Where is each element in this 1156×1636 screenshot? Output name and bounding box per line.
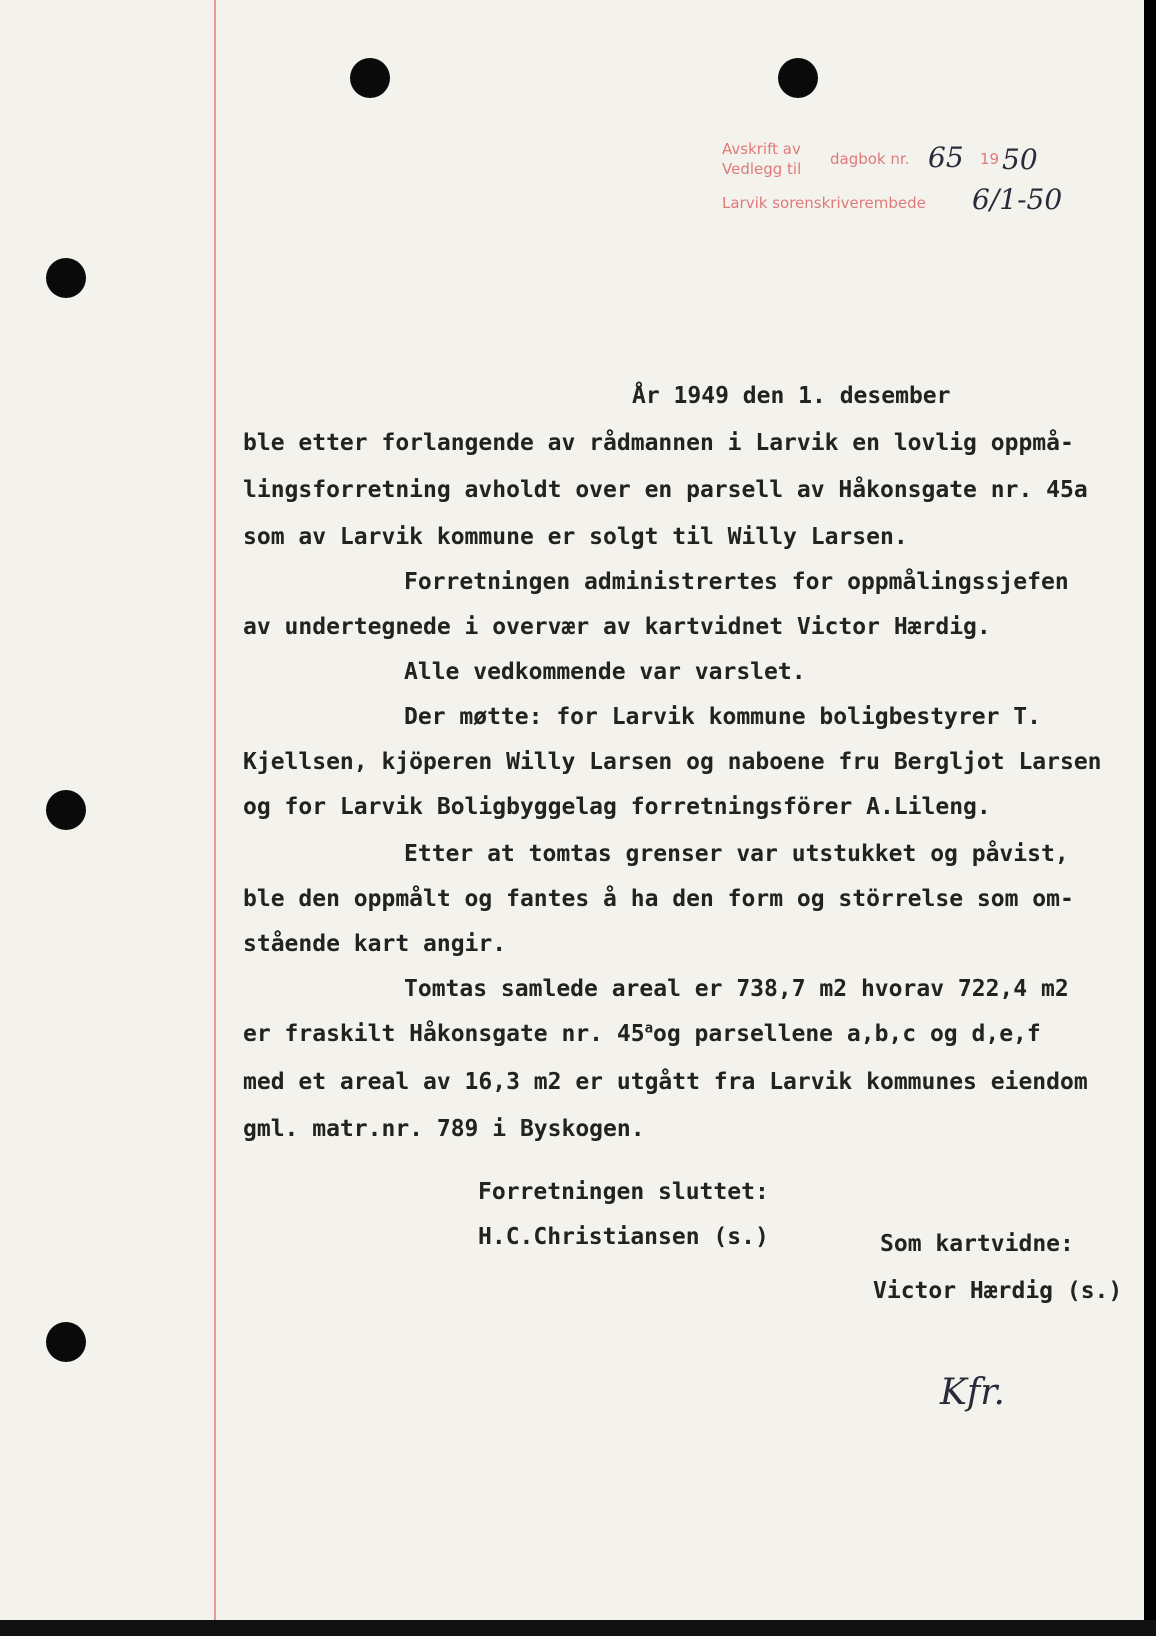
witness-signature: Victor Hærdig (s.)	[873, 1278, 1123, 1304]
body-line: Etter at tomtas grenser var utstukket og påvist,	[404, 841, 1069, 867]
body-line: Kjellsen, kjöperen Willy Larsen og naboene fru Bergljot Larsen	[243, 749, 1102, 775]
body-line: og for Larvik Boligbyggelag forretningsförer A.Lileng.	[243, 794, 991, 820]
punch-hole	[46, 790, 86, 830]
body-line-part: er fraskilt Håkonsgate nr. 45	[243, 1021, 645, 1047]
handwritten-dagbok-number: 65	[928, 141, 964, 174]
body-line: Forretningen administrertes for oppmålingssjefen	[404, 569, 1069, 595]
body-line: Alle vedkommende var varslet.	[404, 659, 806, 685]
body-line: med et areal av 16,3 m2 er utgått fra Larvik kommunes eiendom	[243, 1069, 1088, 1095]
body-line: som av Larvik kommune er solgt til Willy Larsen.	[243, 524, 908, 550]
margin-line	[214, 0, 216, 1620]
stamp-line1-top: Avskrift av	[722, 140, 801, 158]
surveyor-signature: H.C.Christiansen (s.)	[478, 1224, 769, 1250]
handwritten-initials: Kfr.	[940, 1372, 1005, 1413]
stamp-office: Larvik sorenskriverembede	[722, 194, 926, 212]
scan-edge	[0, 1620, 1156, 1636]
witness-label: Som kartvidne:	[880, 1231, 1074, 1257]
body-line: Tomtas samlede areal er 738,7 m2 hvorav 722,4 m2	[404, 976, 1069, 1002]
handwritten-date: 6/1-50	[972, 183, 1063, 216]
stamp-year-prefix: 19	[980, 150, 1000, 168]
body-line: gml. matr.nr. 789 i Byskogen.	[243, 1116, 645, 1142]
body-line-part: og parsellene a,b,c og d,e,f	[653, 1021, 1041, 1047]
closing-text: Forretningen sluttet:	[478, 1179, 769, 1205]
body-line: ble den oppmålt og fantes å ha den form og störrelse som om-	[243, 886, 1074, 912]
body-line	[243, 1020, 1041, 1047]
stamp-line1-bottom: Vedlegg til	[722, 160, 802, 178]
body-line: av undertegnede i overvær av kartvidnet Victor Hærdig.	[243, 614, 991, 640]
body-line: År 1949 den 1. desember	[632, 383, 951, 409]
punch-hole	[350, 58, 390, 98]
punch-hole	[778, 58, 818, 98]
body-line: stående kart angir.	[243, 931, 507, 957]
handwritten-year: 50	[1002, 143, 1038, 176]
stamp-dagbok-label: dagbok nr.	[830, 150, 910, 168]
punch-hole	[46, 1322, 86, 1362]
body-line: lingsforretning avholdt over en parsell av Håkonsgate nr. 45a	[243, 477, 1088, 503]
superscript: a	[644, 1020, 654, 1037]
body-line: Der møtte: for Larvik kommune boligbestyrer T.	[404, 704, 1041, 730]
body-line: ble etter forlangende av rådmannen i Larvik en lovlig oppmå-	[243, 430, 1074, 456]
punch-hole	[46, 258, 86, 298]
